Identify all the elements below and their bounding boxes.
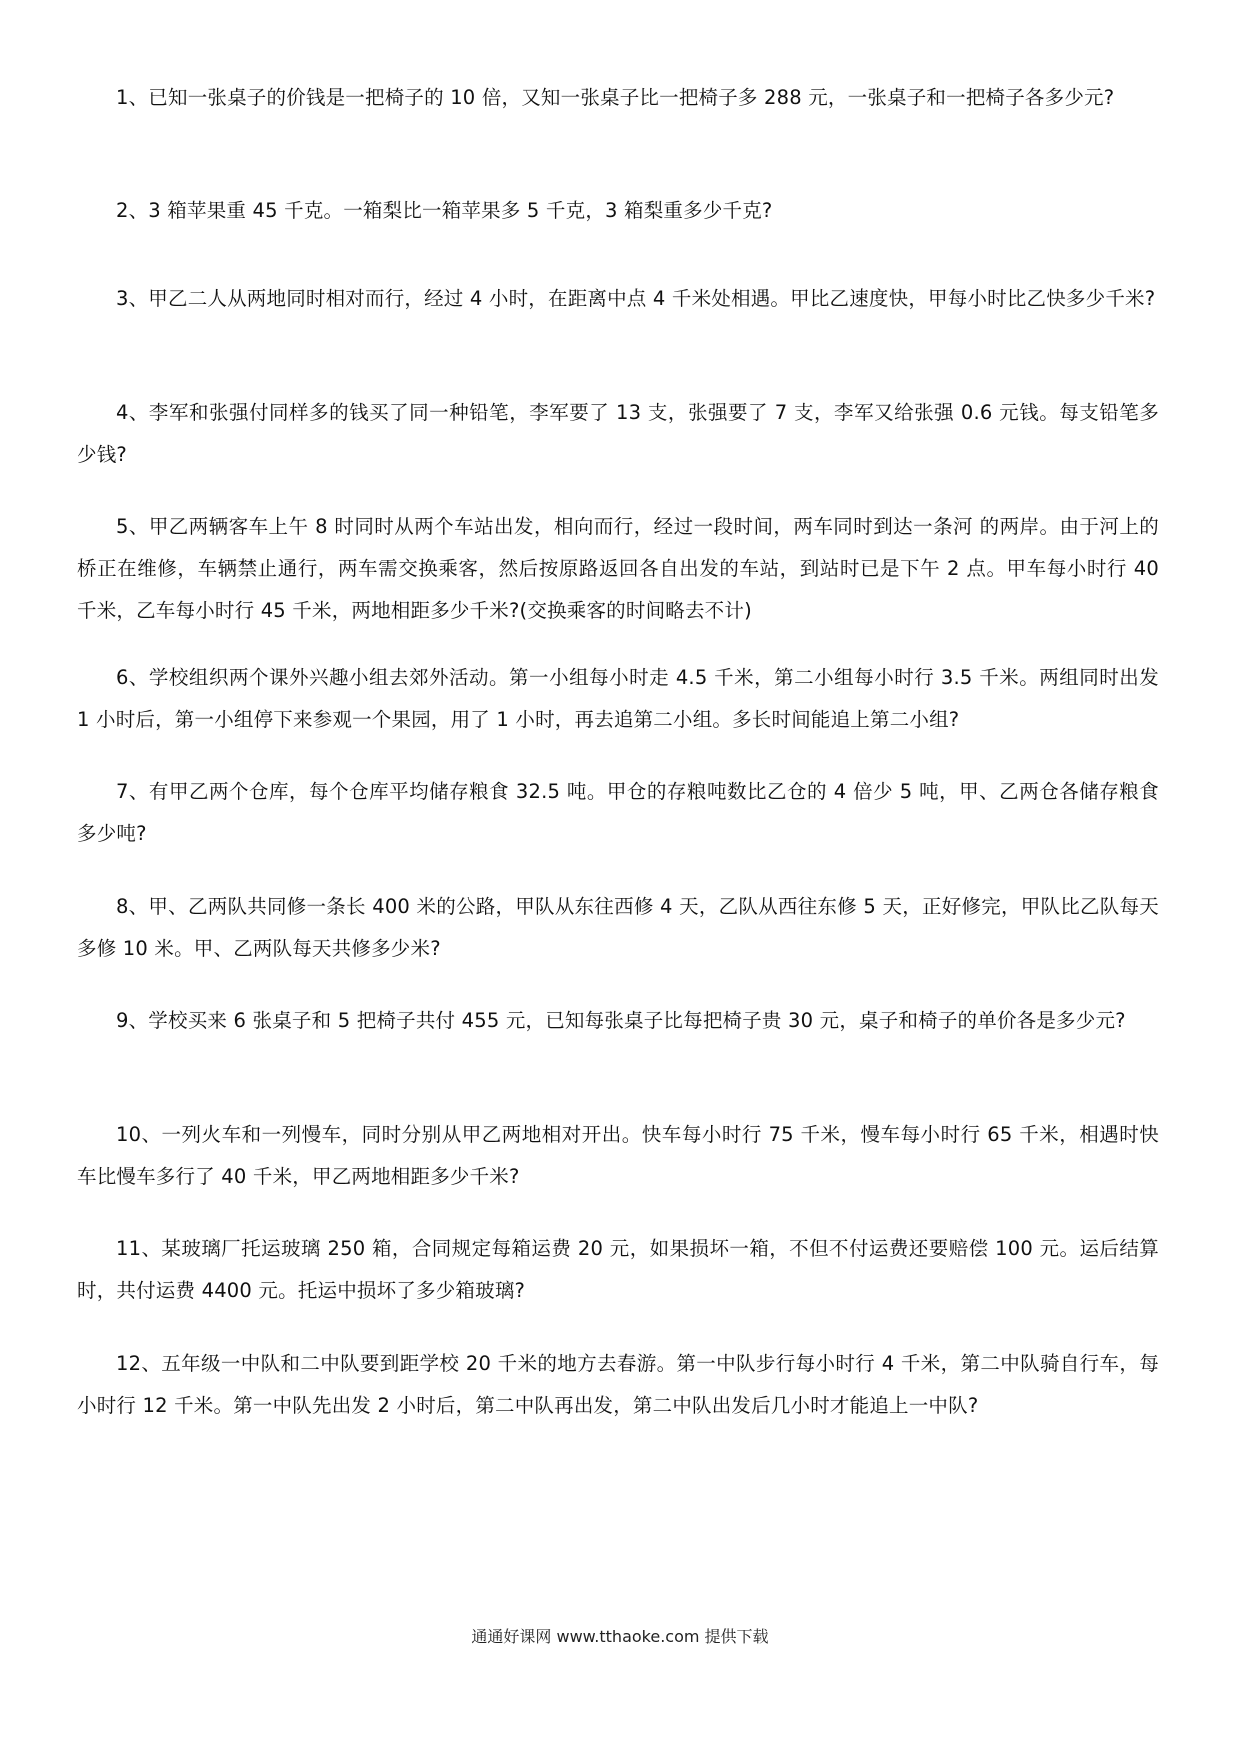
problem-4: 4、李军和张强付同样多的钱买了同一种铅笔，李军要了 13 支，张强要了 7 支，李军又给张强 0.6 元钱。每支铅笔多少钱?	[77, 401, 1159, 466]
problem-8: 8、甲、乙两队共同修一条长 400 米的公路，甲队从东往西修 4 天，乙队从西往东修 5 天，正好修完，甲队比乙队每天多修 10 米。甲、乙两队每天共修多少米?	[77, 895, 1159, 960]
problem-11: 11、某玻璃厂托运玻璃 250 箱，合同规定每箱运费 20 元，如果损坏一箱，不但不付运费还要赔偿 100 元。运后结算时，共付运费 4400 元。托运中损坏了多少箱玻璃?	[77, 1237, 1159, 1302]
problem-5: 5、甲乙两辆客车上午 8 时同时从两个车站出发，相向而行，经过一段时间，两车同时到达一条河 的两岸。由于河上的桥正在维修，车辆禁止通行，两车需交换乘客，然后按原路返回各自出发的车站，到站时已是下午 2 点。甲车每小时行 40 千米，乙车每小时行 45 千米，两地相距多少千米?(交换乘客的时间略去不计)	[77, 515, 1159, 622]
problem-9: 9、学校买来 6 张桌子和 5 把椅子共付 455 元，已知每张桌子比每把椅子贵 30 元，桌子和椅子的单价各是多少元?	[116, 1009, 1126, 1032]
problem-7: 7、有甲乙两个仓库，每个仓库平均储存粮食 32.5 吨。甲仓的存粮吨数比乙仓的 4 倍少 5 吨，甲、乙两仓各储存粮食多少吨?	[77, 780, 1159, 845]
problem-3: 3、甲乙二人从两地同时相对而行，经过 4 小时，在距离中点 4 千米处相遇。甲比乙速度快，甲每小时比乙快多少千米?	[116, 287, 1156, 310]
problem-1: 1、已知一张桌子的价钱是一把椅子的 10 倍，又知一张桌子比一把椅子多 288 元，一张桌子和一把椅子各多少元?	[116, 86, 1115, 109]
problem-12: 12、五年级一中队和二中队要到距学校 20 千米的地方去春游。第一中队步行每小时行 4 千米，第二中队骑自行车，每小时行 12 千米。第一中队先出发 2 小时后，第二中队再出发，第二中队出发后几小时才能追上一中队?	[77, 1352, 1159, 1417]
problem-2: 2、3 箱苹果重 45 千克。一箱梨比一箱苹果多 5 千克，3 箱梨重多少千克?	[116, 199, 773, 222]
problem-10: 10、一列火车和一列慢车，同时分别从甲乙两地相对开出。快车每小时行 75 千米，慢车每小时行 65 千米，相遇时快车比慢车多行了 40 千米，甲乙两地相距多少千米?	[77, 1123, 1159, 1188]
problem-6: 6、学校组织两个课外兴趣小组去郊外活动。第一小组每小时走 4.5 千米，第二小组每小时行 3.5 千米。两组同时出发 1 小时后，第一小组停下来参观一个果园，用了 1 小时，再去追第二小组。多长时间能追上第二小组?	[77, 666, 1159, 731]
page-footer: 通通好课网 www.tthaoke.com 提供下载	[471, 1627, 769, 1646]
